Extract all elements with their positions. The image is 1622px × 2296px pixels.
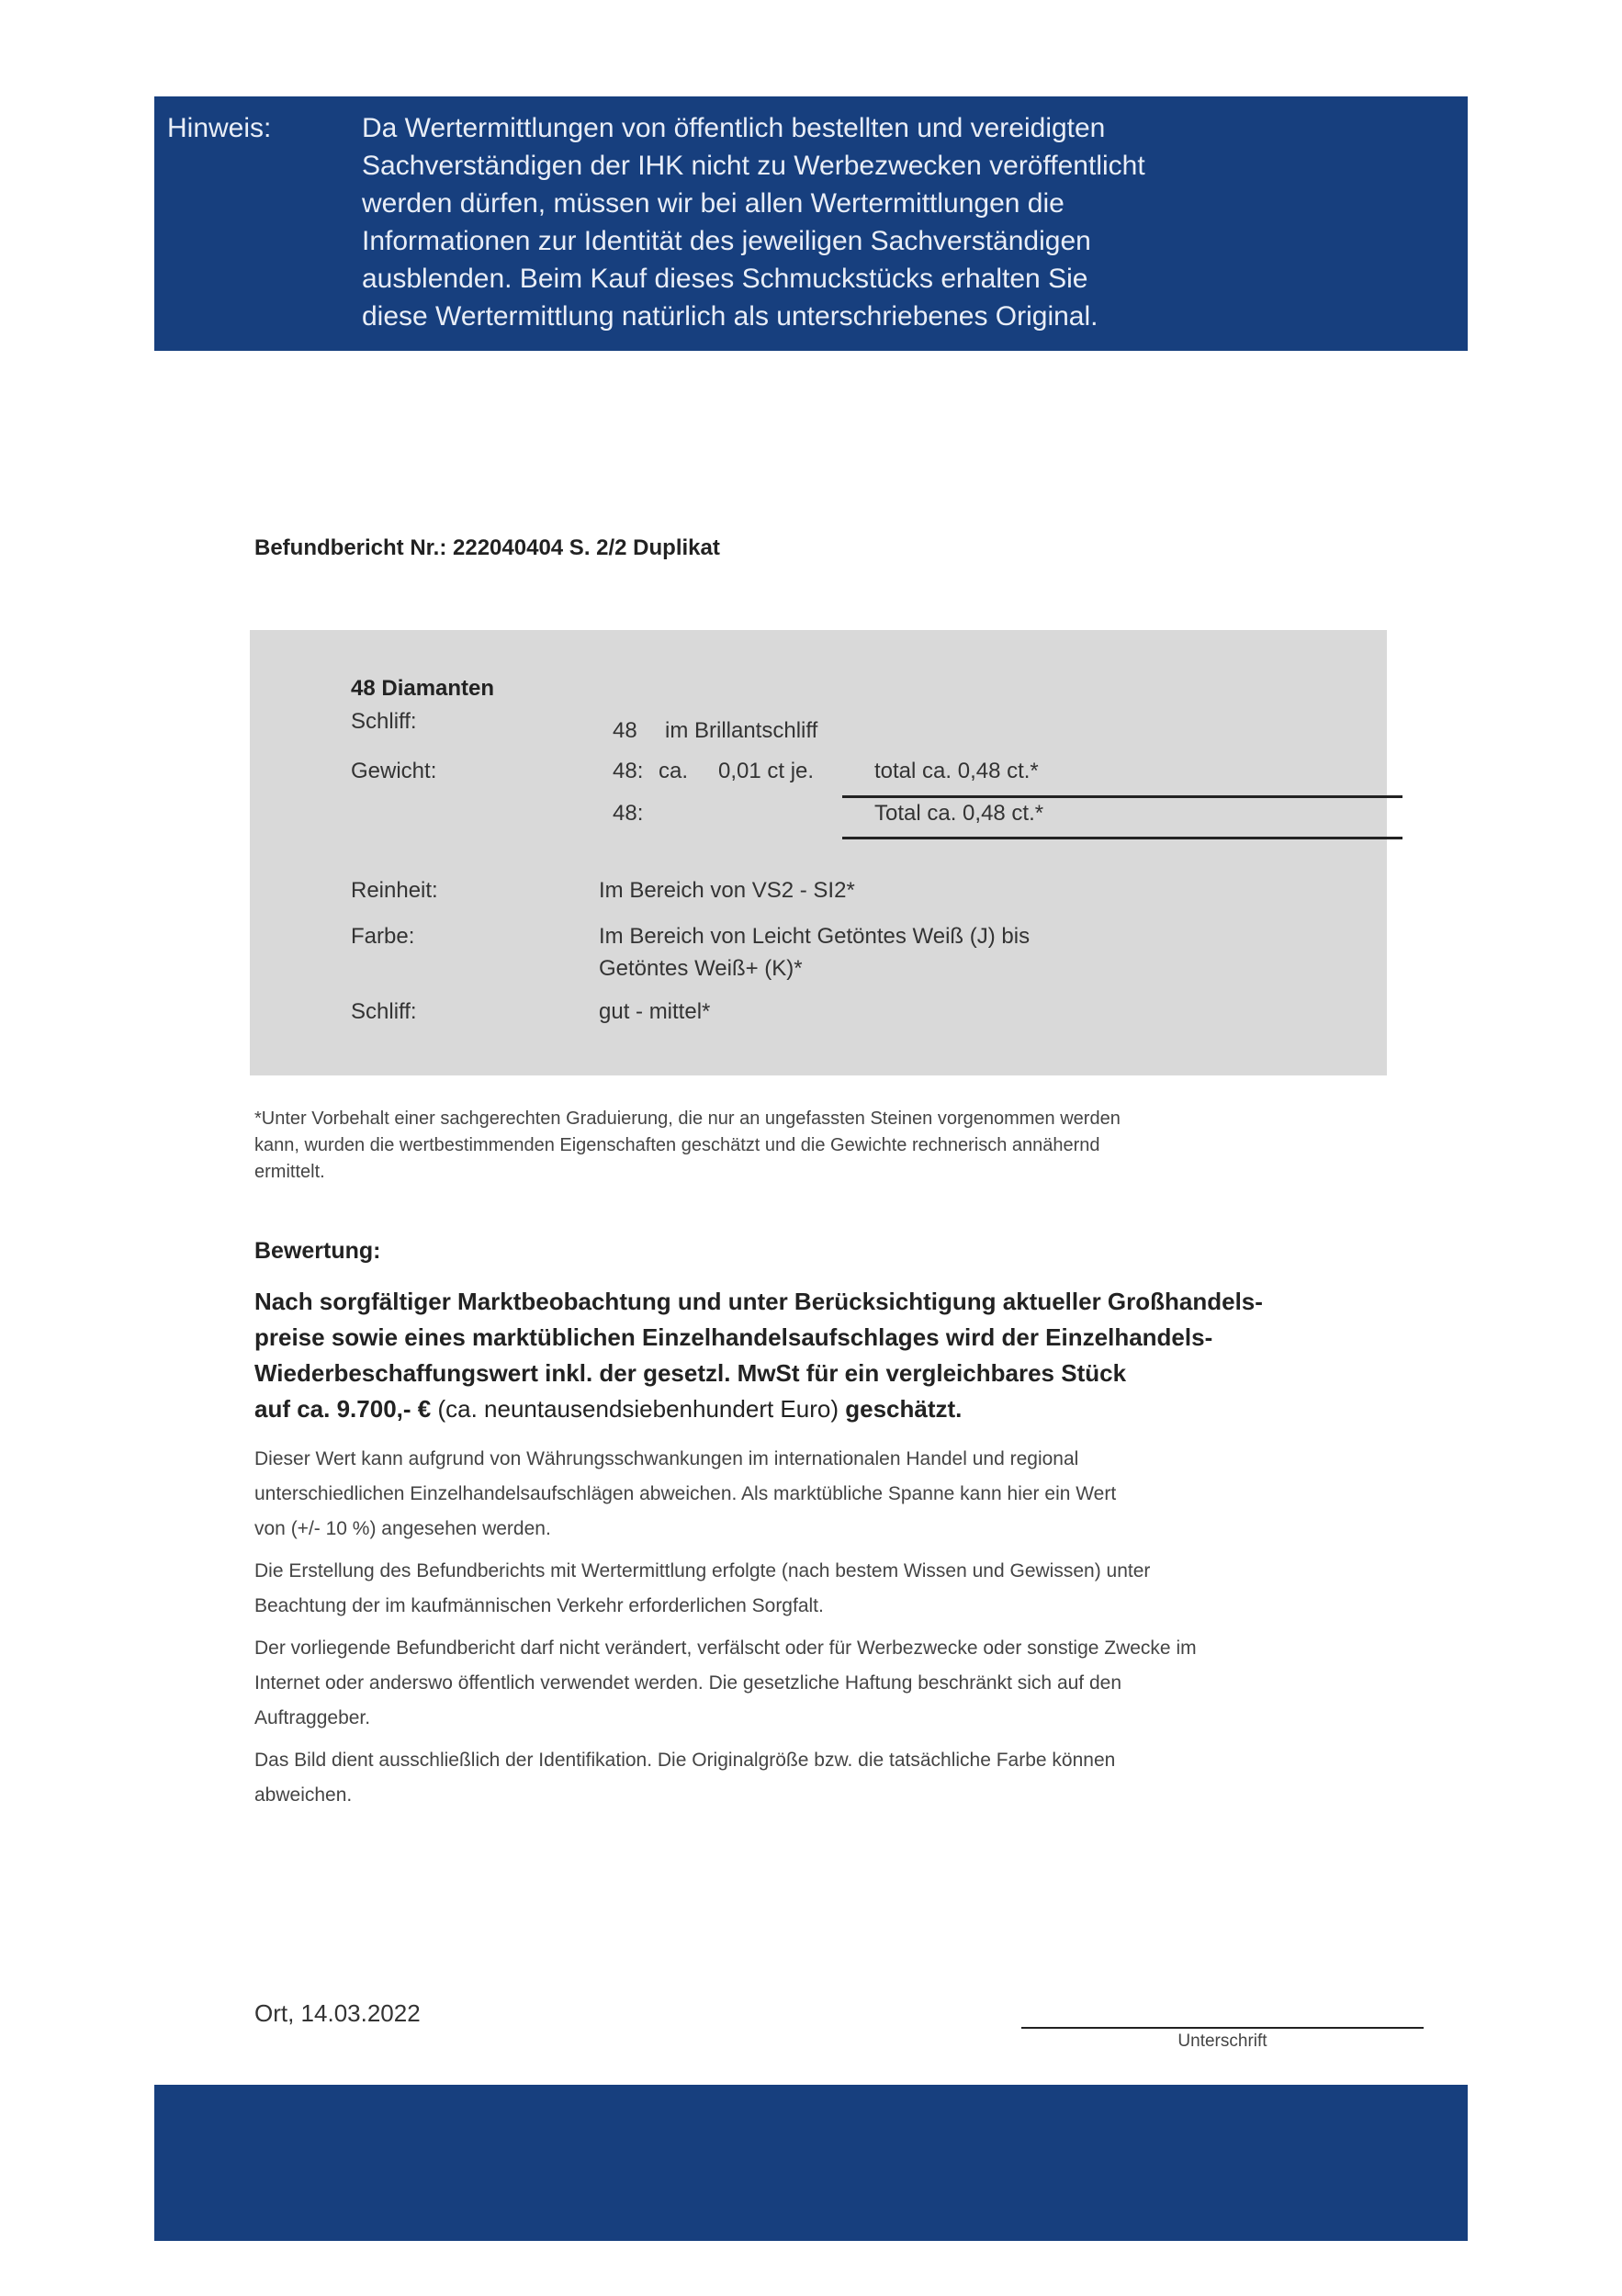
notice-line: Informationen zur Identität des jeweiligen Sachverständigen — [362, 226, 1091, 256]
spec-color-line: Getöntes Weiß+ (K)* — [599, 956, 803, 981]
footnote — [254, 1106, 1412, 1186]
notice-text — [362, 109, 1427, 335]
paragraph-line: unterschiedlichen Einzelhandelsaufschlägen abweichen. Als marktübliche Spanne kann hier ein Wert — [254, 1483, 1117, 1504]
valuation-heading: Bewertung: — [254, 1238, 381, 1264]
paragraph-line: von (+/- 10 %) angesehen werden. — [254, 1518, 551, 1539]
paragraph-line: Die Erstellung des Befundberichts mit Wertermittlung erfolgte (nach bestem Wissen und Gewissen) unter — [254, 1560, 1151, 1581]
disclaimer-paragraph — [254, 1554, 1476, 1624]
spec-cut-label: Schliff: — [351, 709, 417, 734]
valuation-text — [254, 1284, 1448, 1427]
valuation-amount-words: (ca. neuntausendsiebenhundert Euro) — [437, 1395, 839, 1423]
spec-clarity-label: Reinheit: — [351, 878, 438, 903]
paragraph-line: Internet oder anderswo öffentlich verwendet werden. Die gesetzliche Haftung beschränkt sich auf den — [254, 1672, 1122, 1694]
spec-weight-label: Gewicht: — [351, 759, 437, 783]
notice-label: Hinweis: — [167, 113, 272, 143]
spec-sum-total: Total ca. 0,48 ct.* — [874, 801, 1044, 826]
footnote-line: *Unter Vorbehalt einer sachgerechten Graduierung, die nur an ungefassten Steinen vorgenommen werden — [254, 1109, 1121, 1129]
notice-line: werden dürfen, müssen wir bei allen Wertermittlungen die — [362, 188, 1064, 219]
paragraph-line: Auftraggeber. — [254, 1707, 371, 1728]
spec-weight-total: total ca. 0,48 ct.* — [874, 759, 1039, 783]
paragraph-line: Dieser Wert kann aufgrund von Währungsschwankungen im internationalen Handel und regional — [254, 1448, 1079, 1469]
paragraph-line: Der vorliegende Befundbericht darf nicht verändert, verfälscht oder für Werbezwecke oder sonstige Zwecke im — [254, 1638, 1197, 1659]
footnote-line: kann, wurden die wertbestimmenden Eigenschaften geschätzt und die Gewichte rechnerisch annähernd — [254, 1135, 1100, 1155]
valuation-line: Nach sorgfältiger Marktbeobachtung und unter Berücksichtigung aktueller Großhandels- — [254, 1288, 1263, 1315]
valuation-line: Wiederbeschaffungswert inkl. der gesetzl. MwSt für ein vergleichbares Stück — [254, 1359, 1127, 1387]
paragraph-line: abweichen. — [254, 1784, 353, 1806]
spec-cut-value: im Brillantschliff — [665, 718, 818, 743]
spec-clarity-value: Im Bereich von VS2 - SI2* — [599, 878, 855, 903]
signature-line — [1021, 2027, 1424, 2029]
spec-color-line: Im Bereich von Leicht Getöntes Weiß (J) bis — [599, 924, 1031, 949]
notice-banner — [154, 96, 1468, 351]
paragraph-line: Beachtung der im kaufmännischen Verkehr erforderlichen Sorgfalt. — [254, 1595, 824, 1616]
disclaimer-paragraph — [254, 1442, 1476, 1547]
spec-color-label: Farbe: — [351, 924, 415, 949]
sum-rule-top — [842, 795, 1402, 798]
spec-weight-count: 48: — [613, 759, 644, 783]
spec-heading: 48 Diamanten — [351, 676, 495, 701]
sum-rule-bottom — [842, 837, 1402, 839]
spec-weight-each: 0,01 ct je. — [718, 759, 815, 783]
place-date: Ort, 14.03.2022 — [254, 1999, 421, 2027]
spec-sum-count: 48: — [613, 801, 644, 826]
spec-cut-quality-value: gut - mittel* — [599, 999, 711, 1024]
disclaimer-paragraph — [254, 1743, 1476, 1813]
disclaimer-paragraph — [254, 1631, 1476, 1736]
valuation-end: geschätzt. — [845, 1395, 963, 1423]
gem-spec-box — [250, 630, 1387, 1075]
footnote-line: ermittelt. — [254, 1162, 325, 1182]
notice-line: Sachverständigen der IHK nicht zu Werbezwecken veröffentlicht — [362, 151, 1145, 181]
notice-line: diese Wertermittlung natürlich als unterschriebenes Original. — [362, 301, 1098, 332]
report-title: Befundbericht Nr.: 222040404 S. 2/2 Duplikat — [254, 535, 720, 560]
footer-banner — [154, 2085, 1468, 2241]
valuation-line: preise sowie eines marktüblichen Einzelhandelsaufschlages wird der Einzelhandels- — [254, 1323, 1213, 1351]
spec-cut-count: 48 — [613, 718, 637, 743]
notice-line: ausblenden. Beim Kauf dieses Schmuckstücks erhalten Sie — [362, 264, 1088, 294]
spec-cut-quality-label: Schliff: — [351, 999, 417, 1024]
paragraph-line: Das Bild dient ausschließlich der Identifikation. Die Originalgröße bzw. die tatsächliche Farbe können — [254, 1750, 1116, 1771]
signature-label: Unterschrift — [1177, 2032, 1267, 2051]
notice-line: Da Wertermittlungen von öffentlich bestellten und vereidigten — [362, 113, 1106, 143]
spec-weight-approx: ca. — [659, 759, 689, 783]
valuation-line — [254, 1391, 1448, 1427]
valuation-amount: auf ca. 9.700,- € — [254, 1395, 432, 1423]
